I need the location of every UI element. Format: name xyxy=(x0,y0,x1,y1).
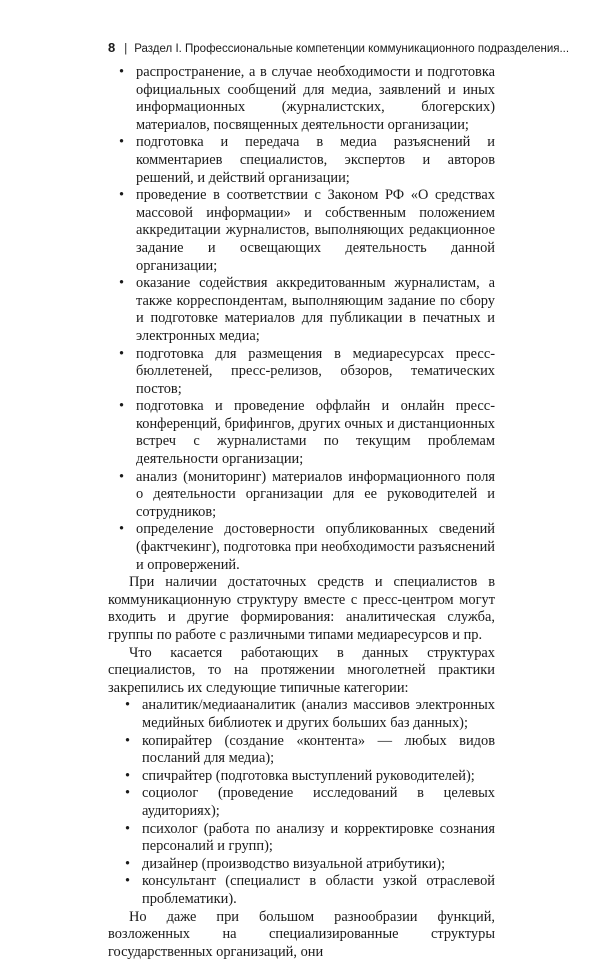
bullet: • xyxy=(119,187,124,205)
list-item xyxy=(108,856,495,874)
list-item xyxy=(108,398,495,468)
list-item-text: аналитик/медиааналитик (анализ массивов электронных медийных библиотек и других больших баз данных); xyxy=(142,697,495,731)
list-item-text: определение достоверности опубликованных сведений (фактчекинг), подготовка при необходимости разъяснений и опровержений. xyxy=(136,521,495,572)
list-item-text: консультант (специалист в области узкой отраслевой проблематики). xyxy=(142,873,495,907)
list-item-text: оказание содействия аккредитованным журналистам, а также корреспондентам, выполняющим задание по сбору и подготовке материалов для публикации в печатных и электронных медиа; xyxy=(136,275,495,344)
list-item xyxy=(108,785,495,820)
list-item xyxy=(108,64,495,134)
list-item xyxy=(108,768,495,786)
bullet: • xyxy=(119,521,124,539)
specialists-list xyxy=(108,697,495,908)
bullet: • xyxy=(119,398,124,416)
list-item-text: спичрайтер (подготовка выступлений руководителей); xyxy=(142,768,475,784)
page-number: 8 xyxy=(108,40,115,55)
list-item-text: копирайтер (создание «контента» — любых видов посланий для медиа); xyxy=(142,733,495,767)
bullet: • xyxy=(119,134,124,152)
functions-list xyxy=(108,64,495,574)
list-item xyxy=(108,187,495,275)
bullet: • xyxy=(119,469,124,487)
list-item-text: дизайнер (производство визуальной атрибутики); xyxy=(142,856,445,872)
list-item-text: социолог (проведение исследований в целевых аудиториях); xyxy=(142,785,495,819)
running-header xyxy=(108,38,528,58)
bullet: • xyxy=(125,733,130,751)
list-item-text: распространение, а в случае необходимости и подготовка официальных сообщений для медиа, заявлений и иных информационных (журналистских, блогерских) материалов, посвященных деятельности организации; xyxy=(136,64,495,133)
list-item xyxy=(108,697,495,732)
list-item-text: анализ (мониторинг) материалов информационного поля о деятельности организации для ее руководителей и сотрудников; xyxy=(136,469,495,520)
paragraph-conclusion: Но даже при большом разнообразии функций, возложенных на специализированные структуры государственных организаций, они xyxy=(108,909,495,961)
list-item xyxy=(108,275,495,345)
list-item-text: подготовка и проведение оффлайн и онлайн пресс-конференций, брифингов, других очных и дистанционных встреч с журналистами по текущим проблемам деятельности организации; xyxy=(136,398,495,467)
list-item xyxy=(108,134,495,187)
list-item-text: проведение в соответствии с Законом РФ «О средствах массовой информации» и собственным положением аккредитации журналистов, выполняющих редакционное задание и освещающих деятельность данной организации; xyxy=(136,187,495,273)
paragraph-specialists: Что касается работающих в данных структурах специалистов, то на протяжении многолетней практики закрепились их следующие типичные категории: xyxy=(108,645,495,698)
bullet: • xyxy=(125,785,130,803)
bullet: • xyxy=(125,873,130,891)
list-item xyxy=(108,873,495,908)
bullet: • xyxy=(119,275,124,293)
bullet: • xyxy=(119,346,124,364)
bullet: • xyxy=(125,697,130,715)
list-item-text: подготовка для размещения в медиаресурсах пресс-бюллетеней, пресс-релизов, обзоров, тематических постов; xyxy=(136,346,495,397)
list-item-text: подготовка и передача в медиа разъяснений и комментариев специалистов, экспертов и авторов решений, и действий организации; xyxy=(136,134,495,185)
bullet: • xyxy=(125,856,130,874)
header-separator: | xyxy=(124,39,127,59)
bullet: • xyxy=(125,768,130,786)
running-title: Раздел I. Профессиональные компетенции коммуникационного подразделения... xyxy=(134,43,569,55)
list-item xyxy=(108,521,495,574)
bullet: • xyxy=(119,64,124,82)
list-item-text: психолог (работа по анализу и корректировке сознания персоналий и групп); xyxy=(142,821,495,855)
list-item xyxy=(108,346,495,399)
list-item xyxy=(108,821,495,856)
list-item xyxy=(108,733,495,768)
body-text xyxy=(108,64,495,961)
list-item xyxy=(108,469,495,522)
bullet: • xyxy=(125,821,130,839)
paragraph-structures: При наличии достаточных средств и специалистов в коммуникационную структуру вместе с пресс-центром могут входить и другие формирования: аналитическая служба, группы по работе с различными типами медиаресурсов и пр. xyxy=(108,574,495,644)
